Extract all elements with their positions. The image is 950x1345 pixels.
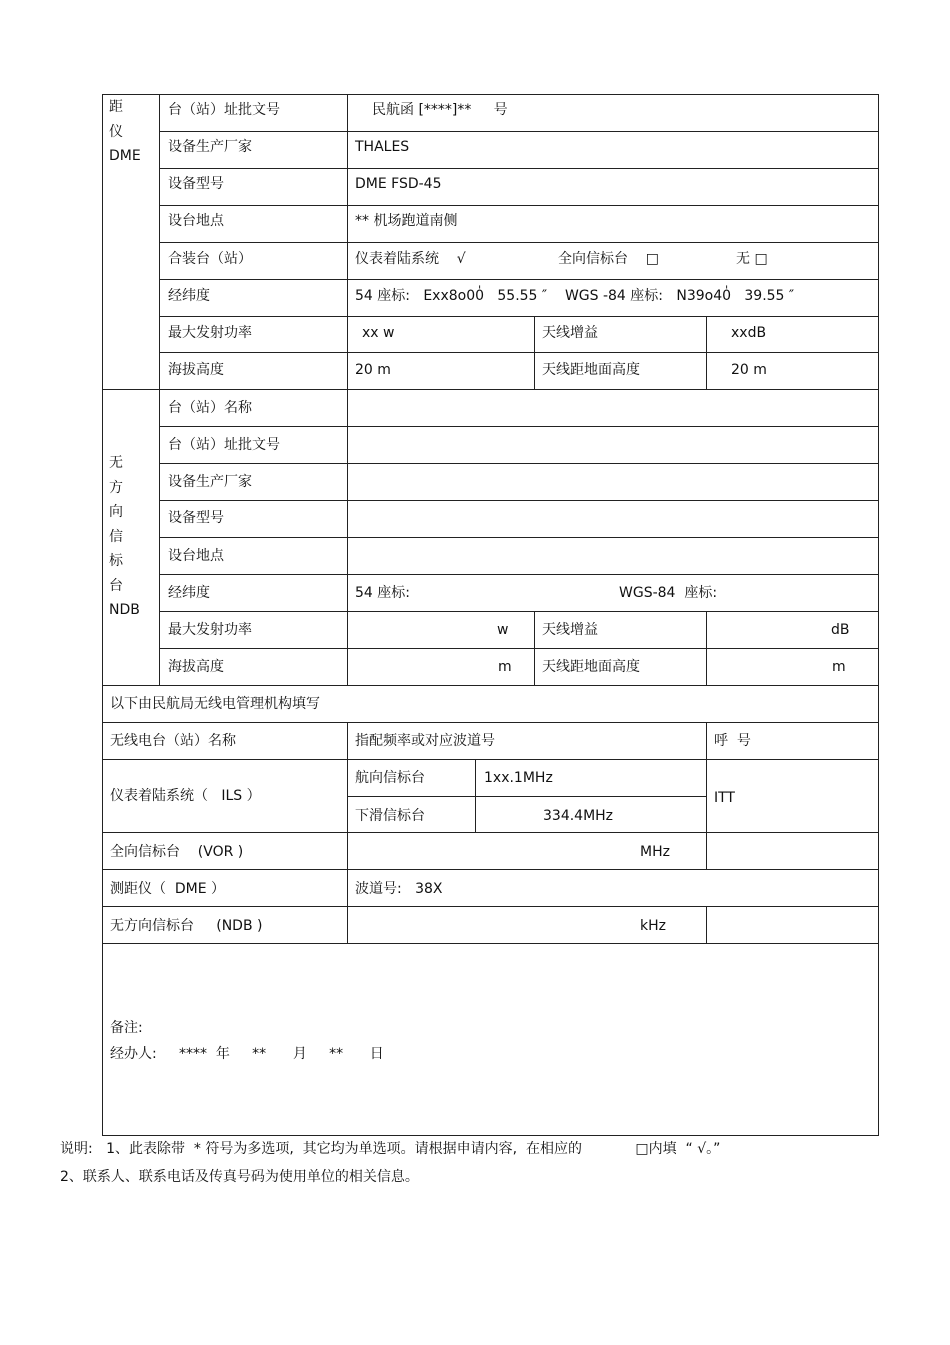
ndb-model-label: 设备型号 [168,510,224,526]
row-divider [159,648,879,649]
row-divider [102,906,879,907]
section-divider [102,389,879,390]
dme-approval-value: 民航函 [****]** 号 [372,102,508,118]
dme-power-value: xx w [362,325,395,341]
dme-section-label [109,95,153,169]
ndb-gain-unit: dB [831,622,850,638]
handler-line: 经办人: **** 年 ** 月 ** 日 [110,1046,384,1062]
dme-model-label: 设备型号 [168,176,224,192]
ndb-manufacturer-label: 设备生产厂家 [168,474,252,490]
ndb-antenna-height-label: 天线距地面高度 [542,659,640,675]
ndb-site-label: 设台地点 [168,548,224,564]
ils-label: 仪表着陆系统（ ILS ） [110,788,261,804]
row-divider [102,943,879,944]
section-label-char: NDB [109,602,140,618]
dme-power-label: 最大发射功率 [168,325,252,341]
ndb-altitude-unit: m [498,659,512,675]
section-label-char: DME [109,148,141,164]
row-divider [102,759,879,760]
col-divider [706,832,707,870]
row-divider [159,537,879,538]
dme-model-value: DME FSD-45 [355,176,442,192]
section-label-char: 距 [109,99,123,115]
dme-site-label: 设台地点 [168,213,224,229]
dme-channel: 波道号: 38X [355,881,443,897]
section-label-char: 台 [109,577,123,594]
col-station-name: 无线电台（站）名称 [110,733,236,749]
dme-coords-value: 54 座标: Exx8o00̍ 55.55 ″ WGS -84 座标: N39o40̍ 39.55 ″ [355,288,795,304]
ndb-coords-54: 54 座标: [355,585,410,601]
table-border-right [878,94,879,1136]
dme-altitude-value: 20 m [355,362,391,378]
dme-colocated-label: 合装台（站） [168,251,252,267]
dme-approval-label: 台（站）址批文号 [168,102,280,118]
ndb-antenna-height-unit: m [832,659,846,675]
dme-colocated-ils: 仪表着陆系统 √ [355,251,466,267]
col-divider [706,722,707,833]
dme-altitude-label: 海拔高度 [168,362,224,378]
row-divider [102,722,879,723]
section-label-char: 方 [109,479,123,496]
ndb-name-label: 台（站）名称 [168,400,252,416]
col-divider [347,94,348,686]
col-divider [706,906,707,944]
row-divider [159,574,879,575]
ndb-power-label: 最大发射功率 [168,622,252,638]
col-frequency: 指配频率或对应波道号 [355,733,495,749]
col-divider [159,94,160,686]
ils-callsign: ITT [714,790,735,806]
localizer-frequency: 1xx.1MHz [484,770,553,786]
dme-antenna-height-label: 天线距地面高度 [542,362,640,378]
table-border-top [102,94,879,95]
dme-antenna-height-value: 20 m [731,362,767,378]
row-divider [102,869,879,870]
ndb-gain-label: 天线增益 [542,622,598,638]
row-divider [159,426,879,427]
section-divider [102,685,879,686]
section-label-char: 仪 [109,123,123,140]
dme-manufacturer-value: THALES [355,139,410,155]
dme-gain-label: 天线增益 [542,325,598,341]
ndb-coords-label: 经纬度 [168,585,210,601]
section-label-char: 标 [109,553,123,569]
row-divider [347,796,706,797]
row-divider [102,832,879,833]
col-divider [347,722,348,944]
ndb-approval-label: 台（站）址批文号 [168,437,280,453]
col-divider [706,316,707,390]
dme-site-value: ** 机场跑道南侧 [355,213,458,229]
table-border-bottom [102,1135,879,1136]
row-divider [159,168,879,169]
ndb-power-unit: w [497,622,509,638]
dme-colocated-none: 无 □ [736,251,768,267]
row-divider [159,352,879,353]
dme-colocated-vor: 全向信标台 □ [558,251,660,267]
row-divider [159,463,879,464]
row-divider [159,205,879,206]
dme-gain-value: xxdB [731,325,767,341]
section-label-char: 向 [109,504,123,520]
dme-coords-label: 经纬度 [168,288,210,304]
dme-admin-label: 测距仪（ DME ） [110,881,226,897]
glideslope-frequency: 334.4MHz [543,808,614,824]
note-line-1: 说明: 1、此表除带 * 符号为多选项, 其它均为单选项。请根据申请内容, 在相应的 □内填 “ √。” [60,1141,721,1157]
ndb-section-label [109,451,153,623]
row-divider [159,500,879,501]
col-divider [534,316,535,390]
localizer-label: 航向信标台 [355,770,425,786]
dme-manufacturer-label: 设备生产厂家 [168,139,252,155]
row-divider [159,279,879,280]
vor-unit: MHz [640,844,670,860]
remarks-label: 备注: [110,1020,143,1036]
col-divider [706,611,707,686]
col-callsign: 呼 号 [714,733,751,749]
row-divider [159,242,879,243]
ndb-admin-label: 无方向信标台 (NDB ) [110,918,263,934]
row-divider [159,131,879,132]
row-divider [159,611,879,612]
col-divider [534,611,535,686]
note-line-2: 2、联系人、联系电话及传真号码为使用单位的相关信息。 [60,1169,419,1185]
vor-label: 全向信标台 (VOR ) [110,844,244,860]
ndb-coords-wgs: WGS-84 座标: [619,585,718,601]
row-divider [159,316,879,317]
table-border-left [102,94,103,1136]
section-label-char: 信 [109,528,123,545]
glideslope-label: 下滑信标台 [355,808,425,824]
col-divider [475,759,476,833]
admin-heading: 以下由民航局无线电管理机构填写 [110,696,320,712]
section-label-char: 无 [109,455,123,471]
ndb-altitude-label: 海拔高度 [168,659,224,675]
ndb-admin-unit: kHz [640,918,666,934]
